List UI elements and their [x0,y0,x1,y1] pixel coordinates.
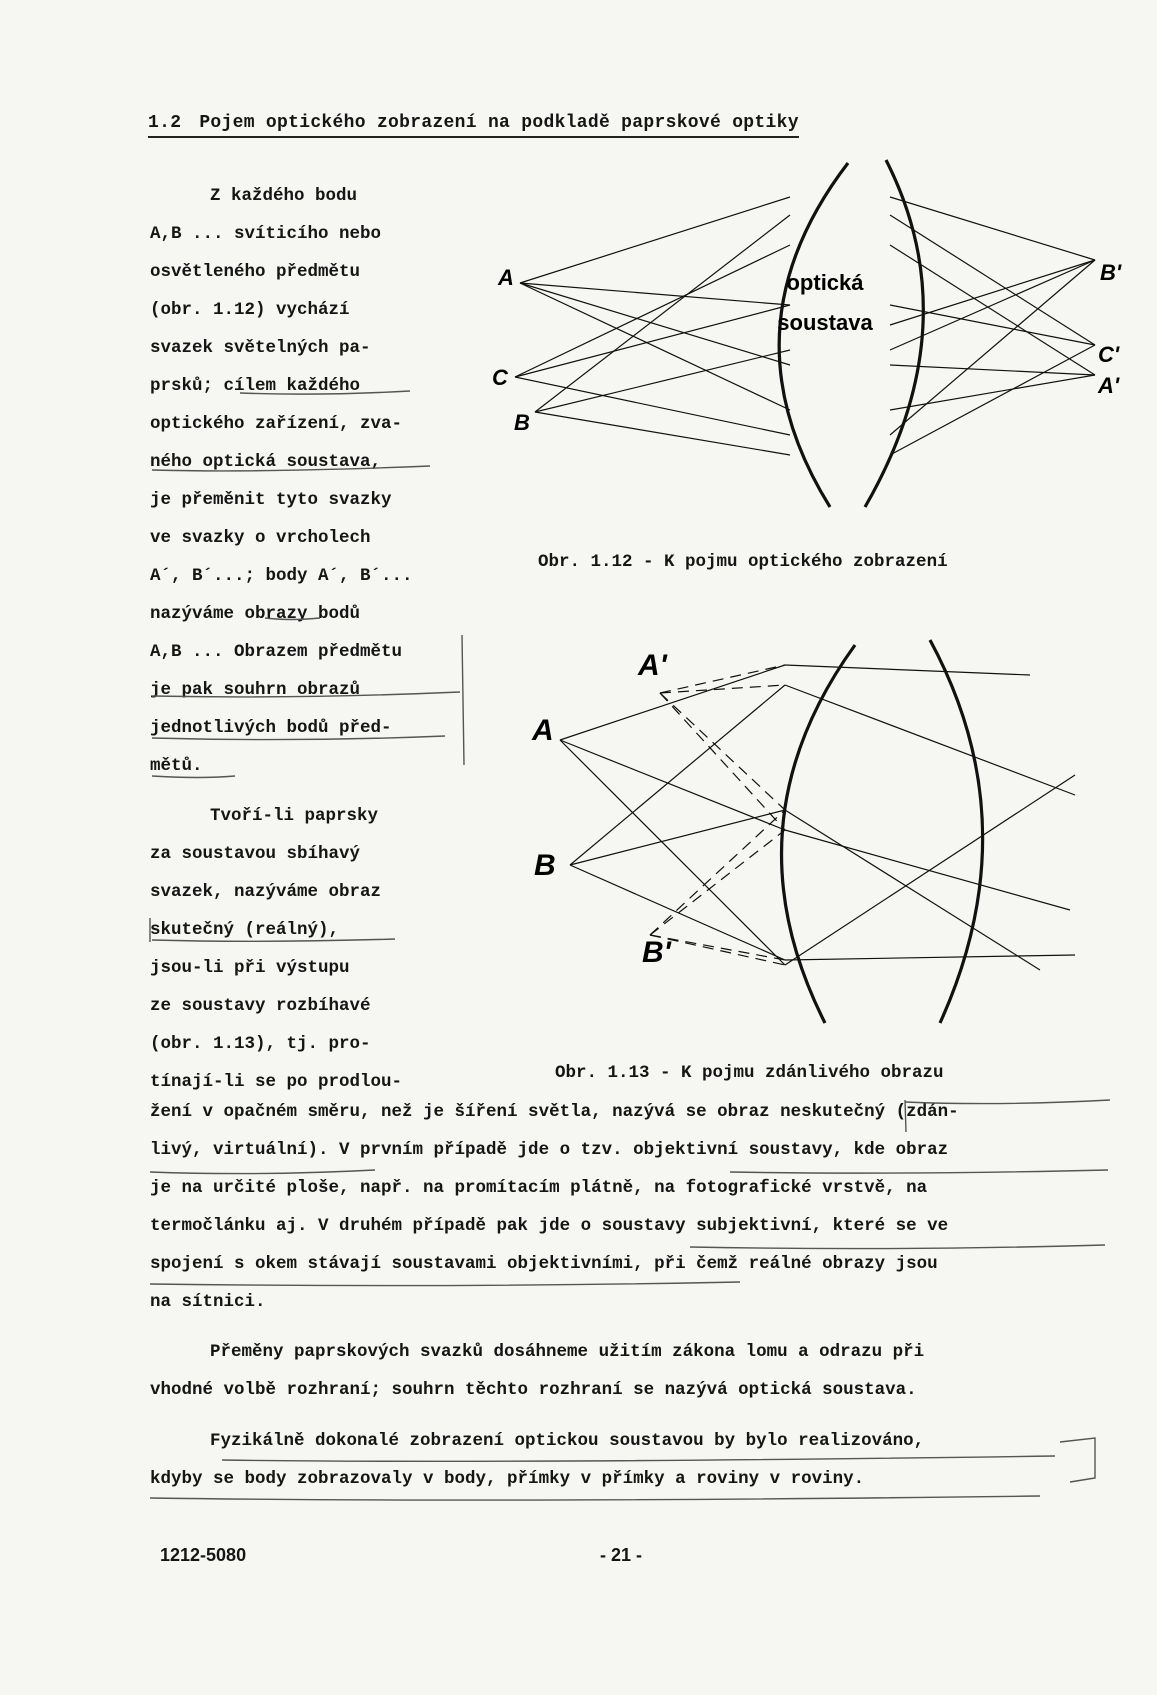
figure-1-13 [530,625,1090,1045]
text-line: Fyzikálně dokonalé zobrazení optickou soustavou by bylo realizováno, [210,1431,925,1451]
image-label-b: B' [1100,260,1122,285]
text-line: svazek světelných pa- [150,338,371,358]
text-line: spojení s okem stávají soustavami objektivními, při čemž reálné obrazy jsou [150,1254,938,1274]
text-line: svazek, nazýváme obraz [150,882,382,902]
section-heading [148,113,799,138]
document-code: 1212-5080 [160,1545,247,1565]
text-line: za soustavou sbíhavý [150,844,361,864]
text-line: nazýváme obrazy bodů [150,604,361,624]
text-line: termočlánku aj. V druhém případě pak jde o soustavy subjektivní, které se ve [150,1216,949,1236]
point-label-b: B [514,410,530,435]
image-label-a: A' [1098,373,1120,398]
point-label-a: A [532,714,554,747]
text-line: ného optická soustava, [150,452,382,472]
text-line: je přeměnit tyto svazky [150,490,392,510]
section-title: Pojem optického zobrazení na podkladě paprskové optiky [199,113,799,133]
text-line: prsků; cílem každého [150,376,361,396]
ray-lines [560,665,1075,970]
left-column-paragraph-1 [150,177,460,785]
text-line: Přeměny paprskových svazků dosáhneme užitím zákona lomu a odrazu při [210,1342,925,1362]
text-line: mětů. [150,756,203,776]
text-line: jsou-li při výstupu [150,958,350,978]
text-line: je na určité ploše, např. na promítacím plátně, na fotografické vrstvě, na [150,1178,928,1198]
text-line: Z každého bodu [210,186,358,206]
text-line: osvětleného předmětu [150,262,361,282]
figure-1-12 [490,155,1122,515]
point-label-a: A [498,265,514,290]
text-line: A,B ... Obrazem předmětu [150,642,403,662]
figure-1-13-caption: Obr. 1.13 - K pojmu zdánlivého obrazu [555,1063,944,1083]
paragraph-4 [150,1422,1100,1498]
lens-label-line-2: soustava [777,310,873,335]
text-line: A´, B´...; body A´, B´... [150,566,413,586]
text-line: skutečný (reálný), [150,920,340,940]
text-line: ze soustavy rozbíhavé [150,996,371,1016]
text-line: (obr. 1.12) vychází [150,300,350,320]
text-line: livý, virtuální). V prvním případě jde o tzv. objektivní soustavy, kde obraz [150,1140,949,1160]
text-line: jednotlivých bodů před- [150,718,392,738]
text-line: je pak souhrn obrazů [150,680,361,700]
section-number: 1.2 [148,113,182,133]
text-line: A,B ... svíticího nebo [150,224,382,244]
text-line: žení v opačném směru, než je šíření světla, nazývá se obraz neskutečný (zdán- [150,1102,959,1122]
text-line: (obr. 1.13), tj. pro- [150,1034,371,1054]
lens-label-line-1: optická [786,270,864,295]
figure-1-12-caption: Obr. 1.12 - K pojmu optického zobrazení [538,552,948,572]
image-label-b: B' [642,936,671,969]
image-label-a: A' [638,649,667,682]
text-line: vhodné volbě rozhraní; souhrn těchto rozhraní se nazývá optická soustava. [150,1380,917,1400]
page-number: - 21 - [600,1545,643,1565]
paragraph-3 [150,1333,1100,1409]
paragraph-2-continuation [150,1093,1100,1321]
text-line: na sítnici. [150,1292,266,1312]
text-line: kdyby se body zobrazovaly v body, přímky v přímky a roviny v roviny. [150,1469,865,1489]
point-label-c: C [492,365,508,390]
text-line: ve svazky o vrcholech [150,528,371,548]
text-line: tínají-li se po prodlou- [150,1072,403,1092]
point-label-b: B [534,849,556,882]
text-line: optického zařízení, zva- [150,414,403,434]
lens-outline [782,640,983,1023]
left-column-paragraph-2 [150,797,460,1101]
image-label-c: C' [1098,342,1120,367]
text-line: Tvoří-li paprsky [210,806,379,826]
